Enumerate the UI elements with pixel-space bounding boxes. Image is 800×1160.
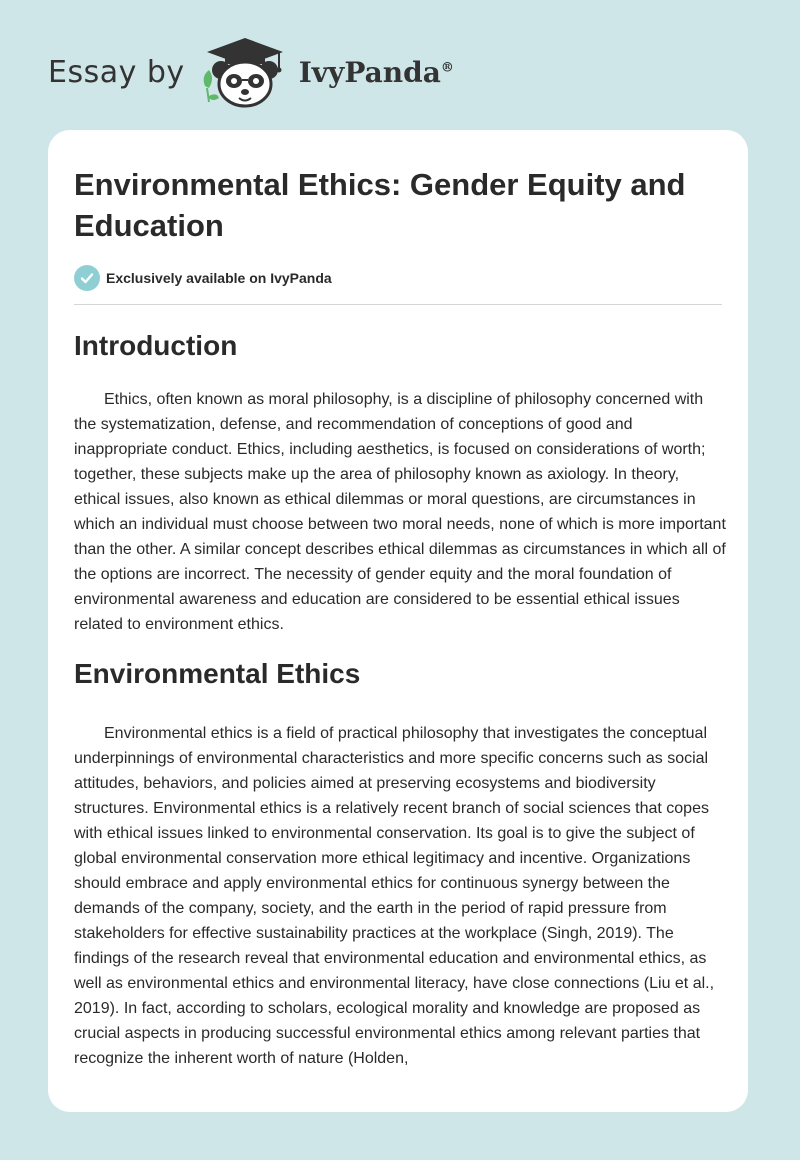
- check-icon: [74, 265, 100, 291]
- essay-by-label: Essay by: [48, 54, 185, 90]
- brand-label: IvyPanda: [298, 55, 441, 89]
- panda-logo-icon: [199, 36, 291, 108]
- site-header: [48, 36, 454, 108]
- section-paragraph-introduction: Ethics, often known as moral philosophy, is a discipline of philosophy concerned with the systematization, defense, and recommendation of conceptions of good and inappropriate conduct. Ethics, including aesthetics, is focused on considerations of worth; together, these subjects make up the area of philosophy known as axiology. In theory, ethical issues, also known as ethical dilemmas or moral questions, are circumstances in which an individual must choose between two moral needs, none of which is more important than the other. A similar concept describes ethical dilemmas as circumstances in which all of the options are incorrect. The necessity of gender equity and the moral foundation of environmental awareness and education are considered to be essential ethical issues related to environment ethics.: [74, 391, 726, 633]
- section-heading-environmental-ethics: Environmental Ethics: [74, 658, 361, 689]
- article-card: [48, 130, 748, 1112]
- article-title: Environmental Ethics: Gender Equity and Education: [74, 167, 686, 243]
- brand-name[interactable]: [299, 56, 454, 89]
- title-divider: [74, 304, 722, 305]
- exclusive-badge: [74, 264, 722, 292]
- registered-mark: ®: [440, 60, 454, 76]
- section-paragraph-environmental-ethics: Environmental ethics is a field of practical philosophy that investigates the conceptual underpinnings of environmental characteristics and more specific concerns such as social attitudes, behaviors, and policies aimed at preserving ecosystems and biodiversity structures. Environmental ethics is a relatively recent branch of social sciences that copes with ethical issues linked to environmental conservation. Its goal is to give the subject of global environmental conservation more ethical legitimacy and incentive. Organizations should embrace and apply environmental ethics for continuous synergy between the demands of the company, society, and the earth in the period of rapid pressure from stakeholders for effective sustainability practices at the workplace (Singh, 2019). The findings of the research reveal that environmental education and environmental ethics, as well as environmental ethics and environmental literacy, have close connections (Liu et al., 2019). In fact, according to scholars, ecological morality and knowledge are proposed as crucial aspects in producing successful environmental ethics among relevant parties that recognize the inherent worth of nature (Holden,: [74, 725, 715, 1067]
- section-heading-introduction: Introduction: [74, 330, 238, 361]
- exclusive-text: Exclusively available on IvyPanda: [106, 270, 332, 286]
